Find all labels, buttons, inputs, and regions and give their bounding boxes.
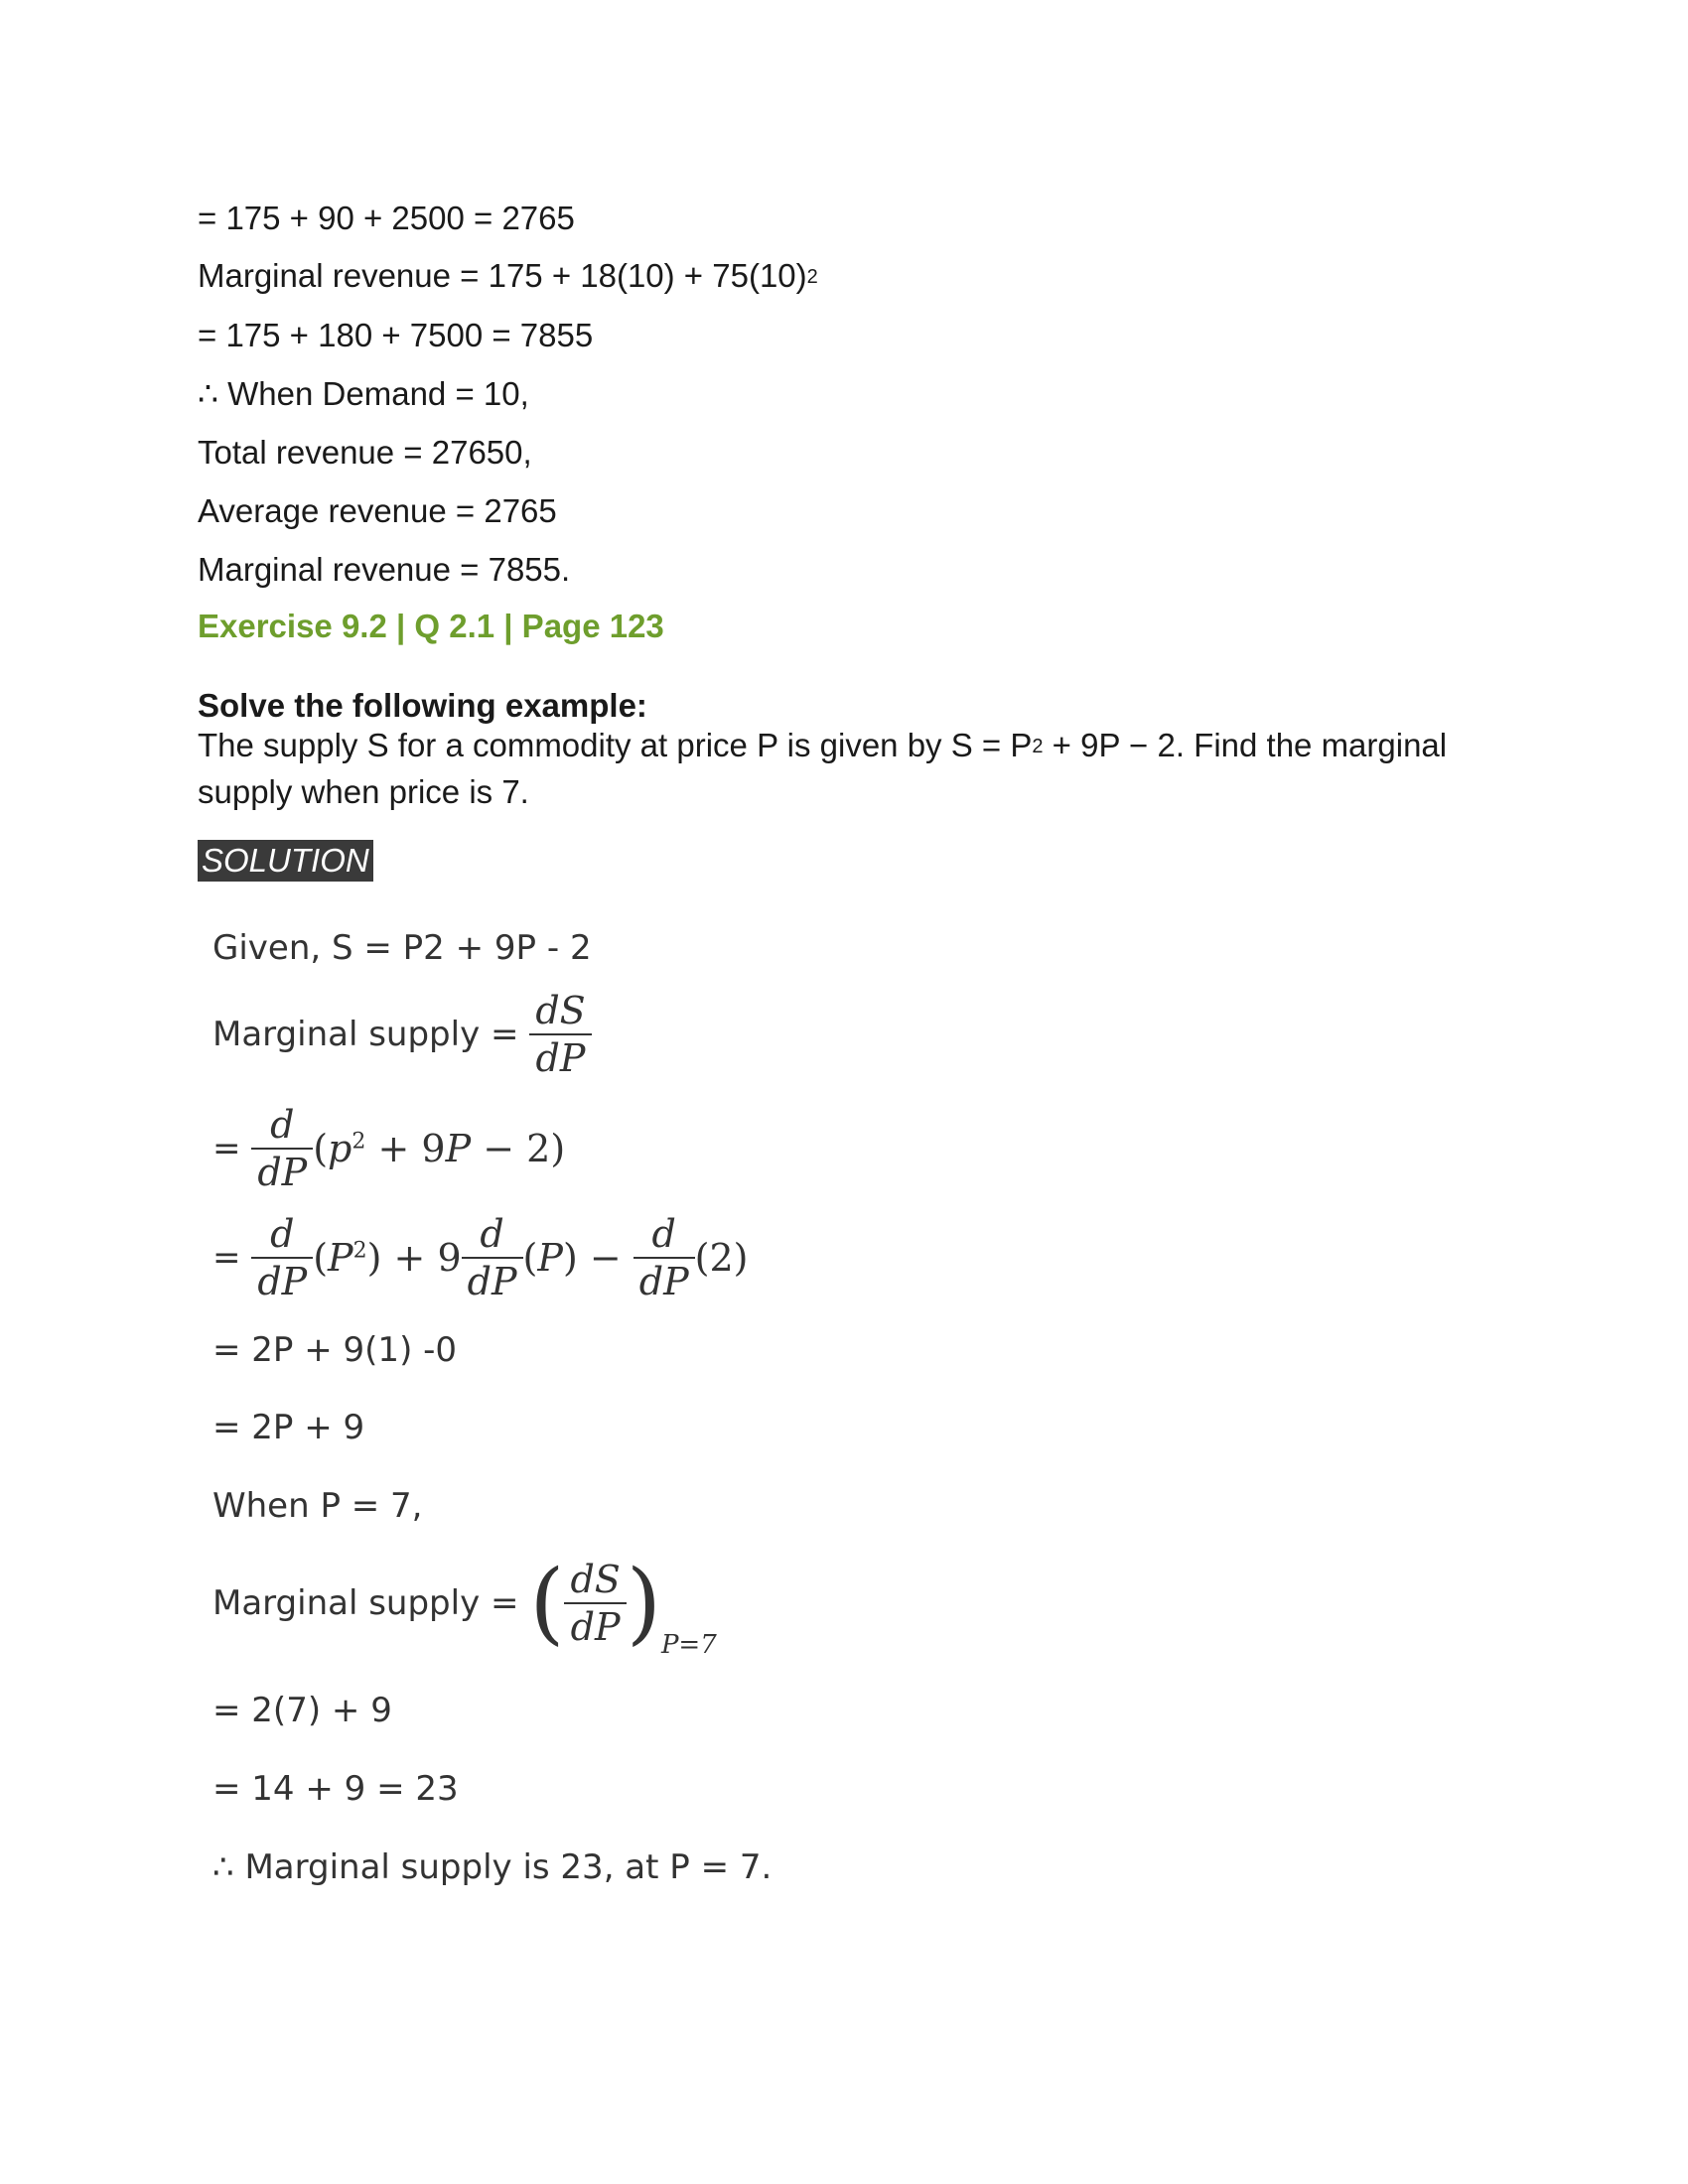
d-dp-fraction: $\frac{d}{dP}$: [251, 1102, 313, 1195]
term-constant: (2): [694, 1236, 749, 1280]
d-dp-fraction-2: $\frac{d}{dP}$: [462, 1211, 523, 1304]
question-body-sup: 2: [1032, 736, 1044, 757]
solution-badge: SOLUTION: [198, 840, 373, 882]
ds-dp-fraction-eval: $\frac{dS}{dP}$: [564, 1557, 626, 1650]
question-body: [198, 725, 1518, 812]
solution-substitute: = 2(7) + 9: [212, 1691, 392, 1730]
evaluation-subscript: P=7: [660, 1629, 717, 1660]
question-body-a: The supply S for a commodity at price P is given by S = P: [198, 727, 1033, 763]
term-p-squared: $(P^2) + 9$: [313, 1236, 462, 1280]
d-dp-fraction-3: $\frac{d}{dP}$: [633, 1211, 695, 1304]
derivative-expression: $(p^2 + 9P - 2)$: [313, 1127, 566, 1170]
question-title: Solve the following example:: [198, 687, 647, 724]
solution-step-result: = 2P + 9(1) -0: [212, 1330, 458, 1370]
solution-given: Given, S = P2 + 9P - 2: [212, 928, 592, 968]
solution-step-simplified: = 2P + 9: [212, 1408, 365, 1447]
prev-line-4: ∴ When Demand = 10,: [198, 375, 529, 412]
solution-marginal-def-label: Marginal supply =: [212, 1015, 519, 1054]
prev-line-2: [198, 256, 818, 301]
right-paren: ): [626, 1551, 661, 1655]
prev-line-7: Marginal revenue = 7855.: [198, 551, 571, 588]
prev-line-6: Average revenue = 2765: [198, 492, 557, 529]
left-paren: (: [529, 1551, 565, 1655]
solution-step-derivative-eq: =: [212, 1129, 241, 1168]
solution-step-split: [212, 1211, 749, 1304]
solution-step-split-eq: =: [212, 1238, 241, 1278]
prev-line-1: = 175 + 90 + 2500 = 2765: [198, 200, 575, 236]
solution-marginal-def: [212, 988, 592, 1081]
prev-line-3: = 175 + 180 + 7500 = 7855: [198, 317, 594, 353]
solution-marginal-eval-label: Marginal supply =: [212, 1583, 519, 1623]
solution-when: When P = 7,: [212, 1486, 423, 1526]
d-dp-fraction-1: $\frac{d}{dP}$: [251, 1211, 313, 1304]
prev-line-5: Total revenue = 27650,: [198, 434, 532, 471]
question-body-b: + 9P − 2. Find the marginal supply when price is 7.: [198, 727, 1448, 810]
solution-conclusion: ∴ Marginal supply is 23, at P = 7.: [212, 1847, 773, 1887]
solution-marginal-eval: [212, 1551, 717, 1660]
solution-sum: = 14 + 9 = 23: [212, 1769, 459, 1809]
prev-line-2-sup: 2: [806, 266, 818, 288]
ds-dp-fraction: $\frac{dS}{dP}$: [529, 988, 591, 1081]
prev-line-2-text: Marginal revenue = 175 + 18(10) + 75(10): [198, 257, 807, 294]
exercise-link[interactable]: Exercise 9.2 | Q 2.1 | Page 123: [198, 608, 664, 644]
term-p: (P) −: [522, 1236, 633, 1280]
solution-step-derivative: [212, 1102, 565, 1195]
